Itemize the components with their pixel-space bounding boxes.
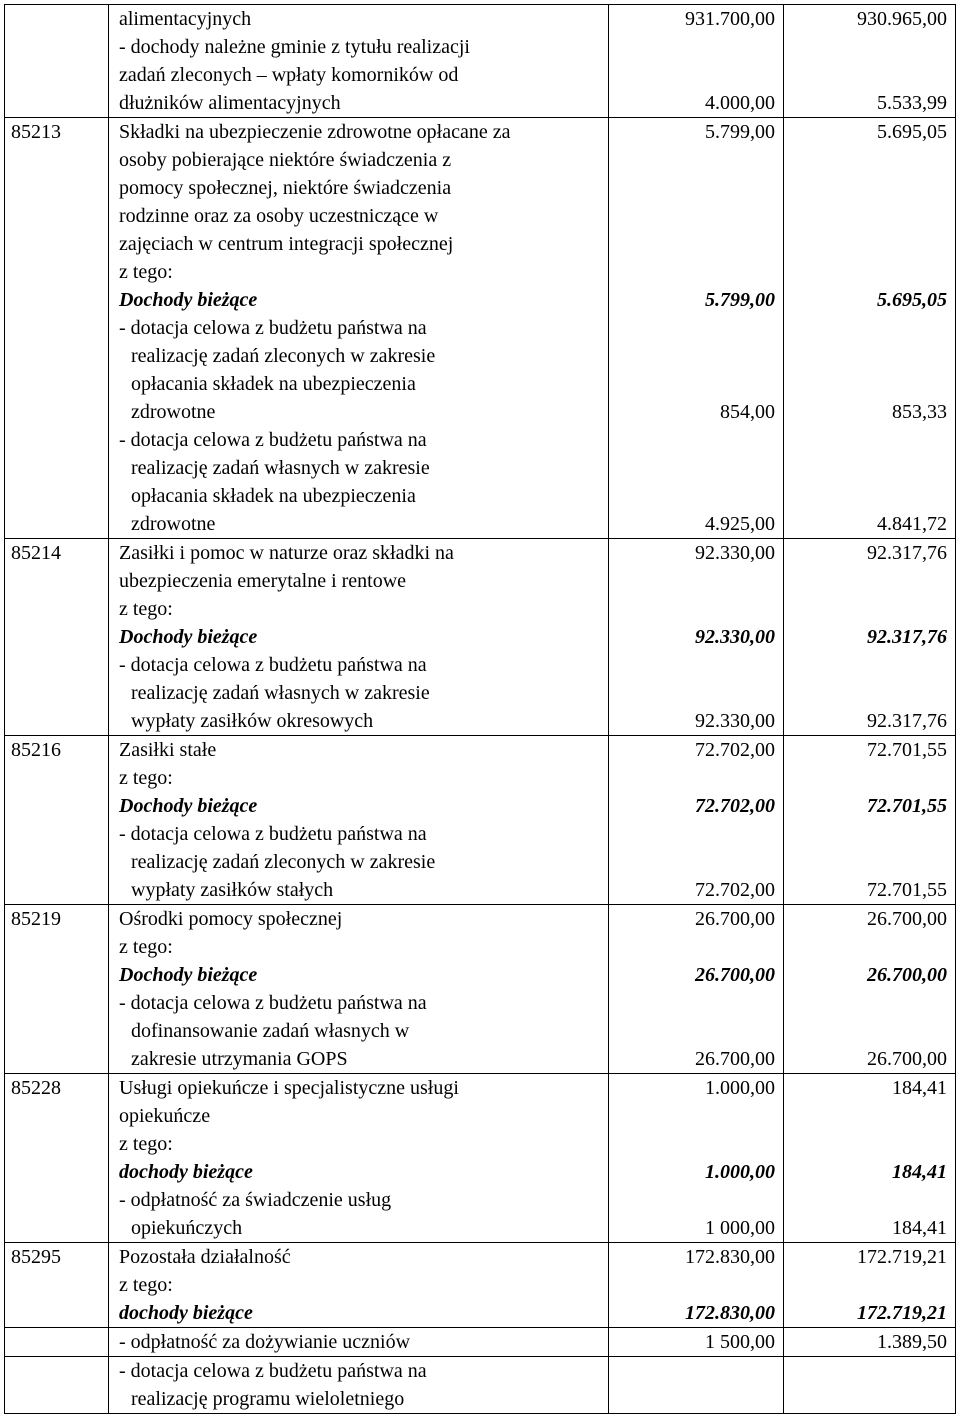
executed-amount xyxy=(784,1385,947,1413)
executed-amount-cell xyxy=(784,905,956,1074)
plan-amount: 92.330,00 xyxy=(695,710,775,732)
plan-amount xyxy=(609,1385,775,1413)
description-line: Dochody bieżące xyxy=(119,289,258,311)
description-line: - dotacja celowa z budżetu państwa na xyxy=(119,429,427,451)
executed-amount: 172.719,21 xyxy=(857,1246,947,1268)
description-line: dofinansowanie zadań własnych w xyxy=(131,1020,410,1042)
description-line: rodzinne oraz za osoby uczestniczące w xyxy=(119,205,439,227)
plan-amount xyxy=(609,1186,775,1214)
description-line: alimentacyjnych xyxy=(119,8,252,30)
description-line: - dotacja celowa z budżetu państwa na xyxy=(119,823,427,845)
description-line: - odpłatność za świadczenie usług xyxy=(119,1189,392,1211)
plan-amount: 1.000,00 xyxy=(705,1077,775,1099)
plan-amount xyxy=(609,1102,775,1130)
table-row xyxy=(5,905,956,1074)
executed-amount: 26.700,00 xyxy=(867,908,947,930)
description-line: Ośrodki pomocy społecznej xyxy=(119,908,343,930)
executed-amount xyxy=(784,989,947,1017)
description-line: realizację programu wieloletniego xyxy=(131,1388,405,1410)
description-cell xyxy=(109,905,609,1074)
description-cell xyxy=(109,736,609,905)
table-row xyxy=(5,1243,956,1328)
description-line: - dochody należne gminie z tytułu realizacji xyxy=(119,36,470,58)
executed-amount xyxy=(784,567,947,595)
plan-amount: 172.830,00 xyxy=(685,1246,775,1268)
classification-code: 85216 xyxy=(11,739,61,761)
description-line: - dotacja celowa z budżetu państwa na xyxy=(119,654,427,676)
table-row xyxy=(5,1328,956,1357)
plan-amount xyxy=(609,567,775,595)
executed-amount: 5.695,05 xyxy=(877,289,947,311)
description-line: - odpłatność za dożywianie uczniów xyxy=(119,1331,411,1353)
plan-amount xyxy=(609,342,775,370)
plan-amount: 4.925,00 xyxy=(705,513,775,535)
executed-amount-cell xyxy=(784,118,956,539)
description-line: wypłaty zasiłków stałych xyxy=(131,879,334,901)
classification-code: 85295 xyxy=(11,1246,61,1268)
plan-amount: 4.000,00 xyxy=(705,92,775,114)
description-line: realizację zadań zleconych w zakresie xyxy=(131,851,436,873)
table-row xyxy=(5,1357,956,1414)
executed-amount: 184,41 xyxy=(892,1217,947,1239)
plan-amount xyxy=(609,595,775,623)
executed-amount: 184,41 xyxy=(892,1161,947,1183)
executed-amount-cell xyxy=(784,1357,956,1414)
executed-amount xyxy=(784,482,947,510)
plan-amount-cell xyxy=(609,736,784,905)
classification-code: 85213 xyxy=(11,121,61,143)
executed-amount xyxy=(784,1357,947,1385)
plan-amount xyxy=(609,848,775,876)
executed-amount-cell xyxy=(784,1243,956,1328)
table-row xyxy=(5,1074,956,1243)
executed-amount: 92.317,76 xyxy=(867,542,947,564)
executed-amount xyxy=(784,1102,947,1130)
classification-code-cell xyxy=(5,1243,109,1328)
executed-amount xyxy=(784,1271,947,1299)
plan-amount: 26.700,00 xyxy=(695,964,775,986)
executed-amount: 930.965,00 xyxy=(857,8,947,30)
budget-table xyxy=(4,4,956,1414)
description-line: realizację zadań własnych w zakresie xyxy=(131,682,430,704)
table-row xyxy=(5,5,956,118)
classification-code: 85214 xyxy=(11,542,61,564)
classification-code-cell xyxy=(5,905,109,1074)
plan-amount xyxy=(609,146,775,174)
executed-amount-cell xyxy=(784,736,956,905)
executed-amount xyxy=(784,595,947,623)
classification-code-cell xyxy=(5,5,109,118)
plan-amount xyxy=(609,1017,775,1045)
executed-amount: 184,41 xyxy=(892,1077,947,1099)
description-line: zadań zleconych – wpłaty komorników od xyxy=(119,64,459,86)
description-line: - dotacja celowa z budżetu państwa na xyxy=(119,317,427,339)
plan-amount: 26.700,00 xyxy=(695,1048,775,1070)
plan-amount: 92.330,00 xyxy=(695,626,775,648)
executed-amount xyxy=(784,1017,947,1045)
description-line: pomocy społecznej, niektóre świadczenia xyxy=(119,177,452,199)
plan-amount: 72.702,00 xyxy=(695,739,775,761)
description-line: z tego: xyxy=(119,261,173,283)
classification-code xyxy=(11,5,108,33)
executed-amount xyxy=(784,764,947,792)
description-line: Zasiłki stałe xyxy=(119,739,217,761)
description-line: osoby pobierające niektóre świadczenia z xyxy=(119,149,452,171)
description-line: opiekuńcze xyxy=(119,1105,211,1127)
description-line: zajęciach w centrum integracji społecznej xyxy=(119,233,454,255)
plan-amount xyxy=(609,202,775,230)
description-line: dochody bieżące xyxy=(119,1302,253,1324)
description-cell xyxy=(109,1357,609,1414)
executed-amount: 26.700,00 xyxy=(867,964,947,986)
executed-amount xyxy=(784,33,947,61)
executed-amount xyxy=(784,342,947,370)
plan-amount-cell xyxy=(609,1243,784,1328)
description-line: z tego: xyxy=(119,936,173,958)
executed-amount: 72.701,55 xyxy=(867,739,947,761)
executed-amount xyxy=(784,146,947,174)
executed-amount xyxy=(784,202,947,230)
plan-amount xyxy=(609,1130,775,1158)
executed-amount: 72.701,55 xyxy=(867,879,947,901)
plan-amount xyxy=(609,651,775,679)
executed-amount xyxy=(784,1186,947,1214)
plan-amount: 5.799,00 xyxy=(705,121,775,143)
plan-amount xyxy=(609,258,775,286)
plan-amount-cell xyxy=(609,118,784,539)
description-line: z tego: xyxy=(119,767,173,789)
executed-amount xyxy=(784,426,947,454)
description-cell xyxy=(109,118,609,539)
executed-amount xyxy=(784,258,947,286)
executed-amount-cell xyxy=(784,539,956,736)
description-cell xyxy=(109,1328,609,1357)
plan-amount xyxy=(609,174,775,202)
executed-amount: 1.389,50 xyxy=(877,1331,947,1353)
description-line: dłużników alimentacyjnych xyxy=(119,92,341,114)
plan-amount xyxy=(609,764,775,792)
classification-code: 85228 xyxy=(11,1077,61,1099)
plan-amount xyxy=(609,454,775,482)
plan-amount: 5.799,00 xyxy=(705,289,775,311)
executed-amount xyxy=(784,820,947,848)
description-line: Składki na ubezpieczenie zdrowotne opłacane za xyxy=(119,121,511,143)
classification-code-cell xyxy=(5,118,109,539)
classification-code-cell xyxy=(5,1074,109,1243)
plan-amount-cell xyxy=(609,1074,784,1243)
plan-amount-cell xyxy=(609,1328,784,1357)
description-line: opiekuńczych xyxy=(131,1217,243,1239)
description-line: ubezpieczenia emerytalne i rentowe xyxy=(119,570,407,592)
executed-amount xyxy=(784,848,947,876)
executed-amount xyxy=(784,174,947,202)
executed-amount: 4.841,72 xyxy=(877,513,947,535)
description-line: Zasiłki i pomoc w naturze oraz składki na xyxy=(119,542,454,564)
executed-amount: 5.533,99 xyxy=(877,92,947,114)
plan-amount xyxy=(609,314,775,342)
table-row xyxy=(5,736,956,905)
classification-code-cell xyxy=(5,1328,109,1357)
plan-amount-cell xyxy=(609,5,784,118)
plan-amount: 931.700,00 xyxy=(685,8,775,30)
description-line: zdrowotne xyxy=(131,513,216,535)
classification-code-cell xyxy=(5,736,109,905)
plan-amount: 72.702,00 xyxy=(695,879,775,901)
plan-amount xyxy=(609,679,775,707)
executed-amount-cell xyxy=(784,1328,956,1357)
plan-amount: 26.700,00 xyxy=(695,908,775,930)
description-line: dochody bieżące xyxy=(119,1161,253,1183)
plan-amount xyxy=(609,482,775,510)
description-cell xyxy=(109,5,609,118)
description-line: Pozostała działalność xyxy=(119,1246,291,1268)
description-cell xyxy=(109,1074,609,1243)
description-line: Dochody bieżące xyxy=(119,795,258,817)
description-line: opłacania składek na ubezpieczenia xyxy=(131,485,416,507)
description-line: realizację zadań zleconych w zakresie xyxy=(131,345,436,367)
description-line: z tego: xyxy=(119,1274,173,1296)
executed-amount xyxy=(784,454,947,482)
description-line: zdrowotne xyxy=(131,401,216,423)
plan-amount: 72.702,00 xyxy=(695,795,775,817)
plan-amount xyxy=(609,820,775,848)
executed-amount: 72.701,55 xyxy=(867,795,947,817)
plan-amount: 172.830,00 xyxy=(685,1302,775,1324)
executed-amount: 26.700,00 xyxy=(867,1048,947,1070)
plan-amount xyxy=(609,1357,775,1385)
table-row xyxy=(5,118,956,539)
plan-amount: 92.330,00 xyxy=(695,542,775,564)
classification-code xyxy=(11,1328,108,1356)
plan-amount xyxy=(609,33,775,61)
executed-amount xyxy=(784,230,947,258)
plan-amount xyxy=(609,426,775,454)
executed-amount: 5.695,05 xyxy=(877,121,947,143)
description-line: - dotacja celowa z budżetu państwa na xyxy=(119,1360,427,1382)
plan-amount: 854,00 xyxy=(720,401,775,423)
description-line: zakresie utrzymania GOPS xyxy=(131,1048,348,1070)
description-line: Usługi opiekuńcze i specjalistyczne usługi xyxy=(119,1077,459,1099)
classification-code-cell xyxy=(5,539,109,736)
executed-amount: 92.317,76 xyxy=(867,710,947,732)
plan-amount-cell xyxy=(609,905,784,1074)
executed-amount: 92.317,76 xyxy=(867,626,947,648)
description-line: z tego: xyxy=(119,598,173,620)
classification-code xyxy=(11,1357,108,1385)
plan-amount xyxy=(609,933,775,961)
description-line: opłacania składek na ubezpieczenia xyxy=(131,373,416,395)
executed-amount xyxy=(784,370,947,398)
description-line: realizację zadań własnych w zakresie xyxy=(131,457,430,479)
classification-code: 85219 xyxy=(11,908,61,930)
description-cell xyxy=(109,1243,609,1328)
plan-amount-cell xyxy=(609,539,784,736)
plan-amount xyxy=(609,230,775,258)
plan-amount: 1.000,00 xyxy=(705,1161,775,1183)
description-line: Dochody bieżące xyxy=(119,626,258,648)
plan-amount: 1 000,00 xyxy=(705,1217,775,1239)
executed-amount xyxy=(784,679,947,707)
executed-amount-cell xyxy=(784,1074,956,1243)
plan-amount: 1 500,00 xyxy=(705,1331,775,1353)
description-cell xyxy=(109,539,609,736)
plan-amount xyxy=(609,370,775,398)
executed-amount: 853,33 xyxy=(892,401,947,423)
plan-amount xyxy=(609,989,775,1017)
executed-amount: 172.719,21 xyxy=(857,1302,947,1324)
description-line: - dotacja celowa z budżetu państwa na xyxy=(119,992,427,1014)
executed-amount xyxy=(784,61,947,89)
description-line: z tego: xyxy=(119,1133,173,1155)
executed-amount xyxy=(784,1130,947,1158)
executed-amount-cell xyxy=(784,5,956,118)
table-row xyxy=(5,539,956,736)
description-line: Dochody bieżące xyxy=(119,964,258,986)
executed-amount xyxy=(784,314,947,342)
description-line: wypłaty zasiłków okresowych xyxy=(131,710,374,732)
plan-amount xyxy=(609,1271,775,1299)
executed-amount xyxy=(784,651,947,679)
plan-amount-cell xyxy=(609,1357,784,1414)
executed-amount xyxy=(784,933,947,961)
classification-code-cell xyxy=(5,1357,109,1414)
plan-amount xyxy=(609,61,775,89)
